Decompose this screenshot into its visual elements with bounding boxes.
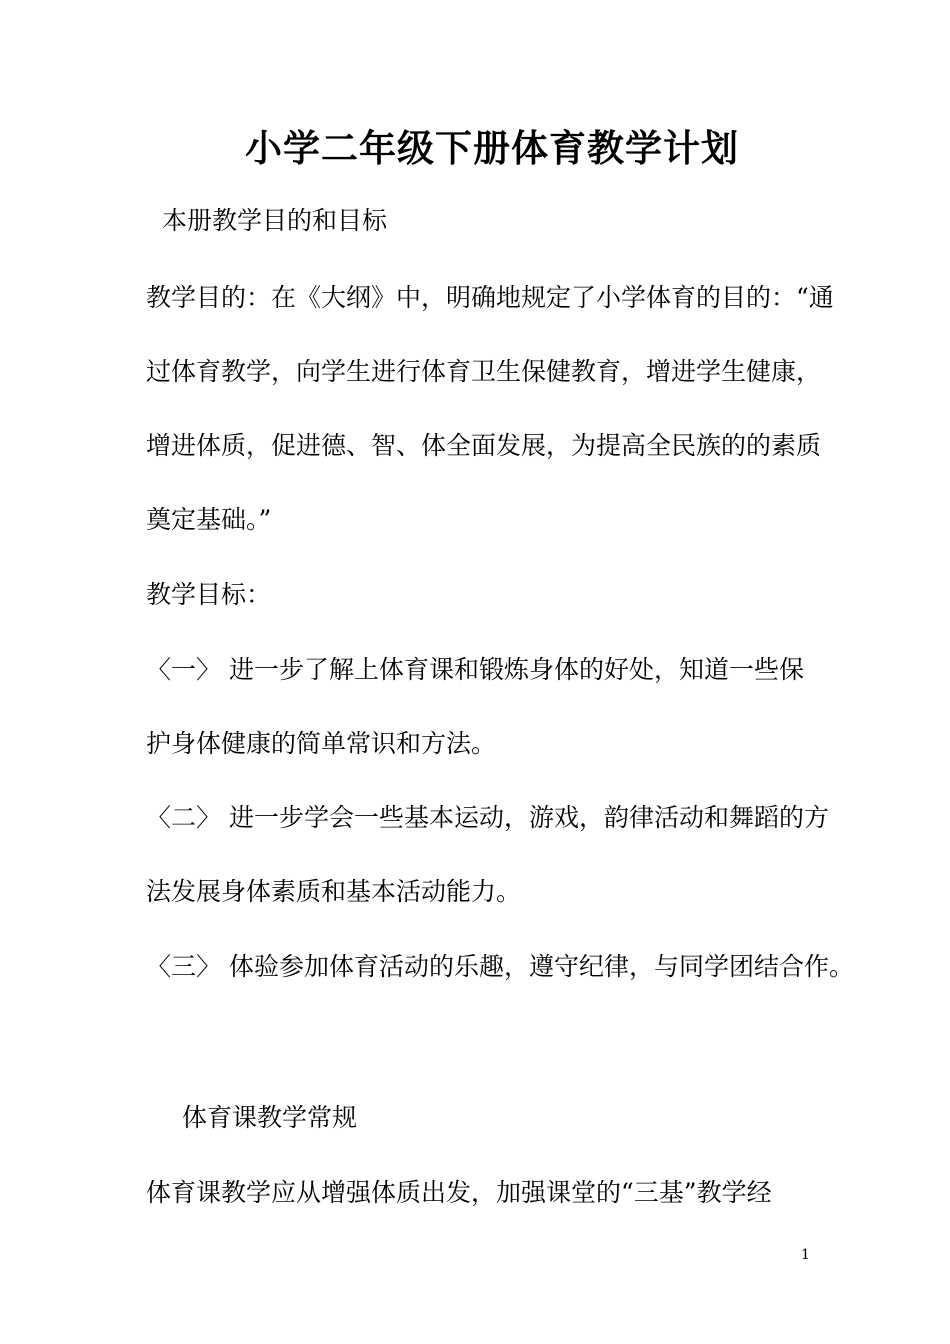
section-heading-routine: 体育课教学常规: [182, 1103, 358, 1132]
list-item-one: 〈一〉 进一步了解上体育课和锻炼身体的好处，知道一些保: [146, 655, 804, 684]
paragraph-line: 增进体质，促进德、智、体全面发展，为提高全民族的的素质: [146, 431, 822, 460]
list-item-one-continued: 护身体健康的简单常识和方法。: [146, 729, 497, 758]
paragraph-line: 体育课教学应从增强体质出发，加强课堂的“三基”教学经: [146, 1178, 772, 1207]
paragraph-line: 教学目标：: [146, 580, 272, 609]
paragraph-line: 教学目的：在《大纲》中，明确地规定了小学体育的目的：“通: [146, 283, 834, 312]
page-number: 1: [801, 1247, 810, 1263]
list-item-three: 〈三〉 体验参加体育活动的乐趣，遵守纪律，与同学团结合作。: [146, 952, 854, 981]
section-heading-objectives: 本册教学目的和目标: [162, 206, 388, 235]
list-item-two: 〈二〉 进一步学会一些基本运动，游戏，韵律活动和舞蹈的方: [146, 803, 829, 832]
document-title: 小学二年级下册体育教学计划: [245, 126, 739, 170]
list-item-two-continued: 法发展身体素质和基本活动能力。: [146, 877, 522, 906]
paragraph-line: 过体育教学，向学生进行体育卫生保健教育，增进学生健康，: [146, 357, 822, 386]
paragraph-line: 奠定基础。”: [146, 505, 272, 534]
